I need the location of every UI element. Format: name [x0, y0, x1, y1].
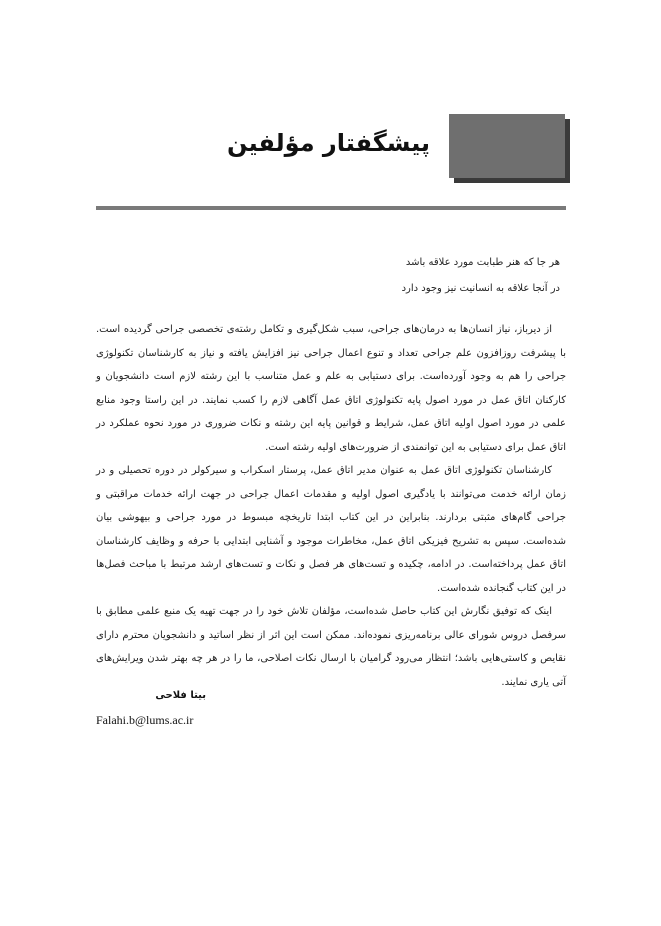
header-decorative-box [449, 114, 565, 178]
epigraph-line: هر جا که هنر طبابت مورد علاقه باشد [405, 257, 560, 268]
header-divider [96, 206, 566, 210]
author-email: Falahi.b@lums.ac.ir [96, 713, 194, 727]
body-text [96, 318, 566, 694]
epigraph-line: در آنجا علاقه به انسانیت نیز وجود دارد [401, 283, 560, 294]
page-title: پیشگفتار مؤلفین [226, 129, 430, 157]
epigraph [250, 250, 560, 302]
paragraph: اینک که توفیق نگارش این کتاب حاصل شده‌است، مؤلفان تلاش خود را در جهت تهیه یک منبع علمی مطابق با سرفصل دروس شورای عالی برنامه‌ریزی نموده‌اند. ممکن است این اثر از نظر اساتید و دانشجویان محترم دارای نقایص و کاستی‌هایی باشد؛ انتظار می‌رود گرامیان با ارسال نکات اصلاحی، ما را در هر چه بهتر شدن ویرایش‌های آتی یاری نمایند. [96, 606, 566, 688]
paragraph: از دیرباز، نیاز انسان‌ها به درمان‌های جراحی، سبب شکل‌گیری و تکامل رشته‌ی تخصصی جراحی گردیده است. با پیشرفت روزافزون علم جراحی تعداد و تنوع اعمال جراحی نیز افزایش یافته و نیاز به کارشناسان تکنولوژی جراحی را هم به وجود آورده‌است. برای دستیابی به علم و عمل متناسب با این رشته لازم است دانشجویان و کارکنان اتاق عمل در مورد اصول پایه تکنولوژی اتاق عمل آگاهی لازم را کسب نمایند. در این راستا وجود منابع علمی در مورد اصول اولیه اتاق عمل، شرایط و قوانین پایه این رشته و نکات ضروری در مورد نحوه عملکرد در اتاق عمل برای دستیابی به این توانمندی از ضرورت‌های اولیه رشته است. [96, 324, 566, 453]
author-name: بیتا فلاحی [155, 690, 206, 701]
paragraph: کارشناسان تکنولوژی اتاق عمل به عنوان مدیر اتاق عمل، پرستار اسکراب و سیرکولر در دوره تحصیلی و در زمان ارائه خدمت می‌توانند با یادگیری اصول اولیه و مقدمات اعمال جراحی در جهت ارائه خدمات مراقبتی و جراحی گام‌های مثبتی بردارند. بنابراین در این کتاب ابتدا تاریخچه مبسوط در مورد جراحی و بیهوشی بیان شده‌است. سپس به تشریح فیزیکی اتاق عمل، مخاطرات موجود و آشنایی ابتدایی با حرفه و وظایف کارشناسان اتاق عمل پرداخته‌است. در ادامه، چکیده و تست‌های هر فصل و نکات و تست‌های ارشد مرتبط با مباحث فصل‌ها در این کتاب گنجانده شده‌است. [96, 465, 566, 594]
